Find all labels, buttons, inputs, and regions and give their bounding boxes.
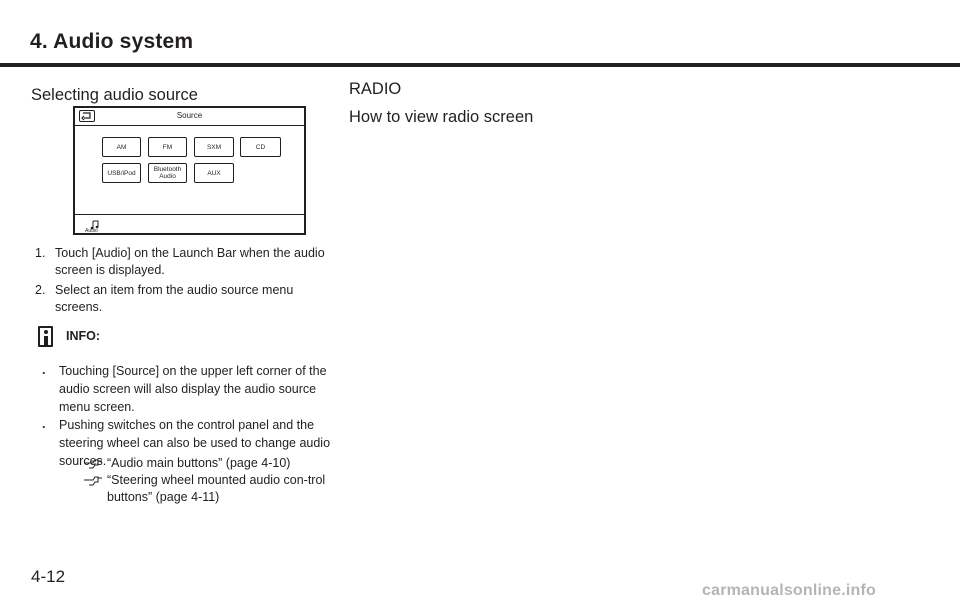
source-button-usb-ipod[interactable]: USB/iPod: [102, 163, 141, 183]
source-button-fm[interactable]: FM: [148, 137, 187, 157]
page-number: 4-12: [31, 567, 66, 586]
source-button-aux[interactable]: AUX: [194, 163, 234, 183]
section-title-selecting-audio-source: Selecting audio source: [31, 86, 198, 104]
reference-pointer-icon: [83, 457, 103, 474]
step-text: Touch [Audio] on the Launch Bar when the audio screen is displayed.: [55, 246, 325, 277]
source-screen-topbar: [75, 108, 304, 126]
reference-text[interactable]: “Audio main buttons” (page 4-10): [107, 456, 291, 470]
reference-text[interactable]: “Steering wheel mounted audio con-trol buttons” (page 4-11): [107, 473, 326, 504]
step-number: 1.: [35, 246, 46, 260]
bullet-text: Touching [Source] on the upper left corner of the audio screen will also display the audio source menu screen.: [59, 364, 327, 414]
launch-bar-audio-label: Audio: [85, 228, 98, 234]
subsection-title-how-to-view-radio-screen: How to view radio screen: [349, 108, 534, 126]
watermark[interactable]: carmanualsonline.info: [702, 582, 877, 599]
bullet-text: Pushing switches on the control panel and the steering wheel can also be used to change audio sources.: [59, 418, 331, 468]
chapter-title: 4. Audio system: [30, 30, 194, 53]
source-button-bluetooth-audio[interactable]: Bluetooth Audio: [148, 163, 187, 183]
source-button-sxm[interactable]: SXM: [194, 137, 234, 157]
source-screen-illustration: [73, 106, 306, 235]
step-text: Select an item from the audio source menu screens.: [55, 283, 294, 314]
source-button-am[interactable]: AM: [102, 137, 141, 157]
launch-bar-divider: [75, 214, 304, 215]
section-title-radio: RADIO: [349, 80, 402, 98]
source-screen-title: Source: [176, 111, 203, 120]
bullet-marker: .: [42, 417, 46, 431]
step-number: 2.: [35, 283, 46, 297]
header-rule: [0, 63, 960, 67]
info-label: INFO:: [66, 329, 101, 343]
source-button-cd[interactable]: CD: [240, 137, 281, 157]
info-icon: [38, 326, 53, 347]
reference-pointer-icon: [83, 474, 103, 491]
bullet-marker: .: [42, 363, 46, 377]
